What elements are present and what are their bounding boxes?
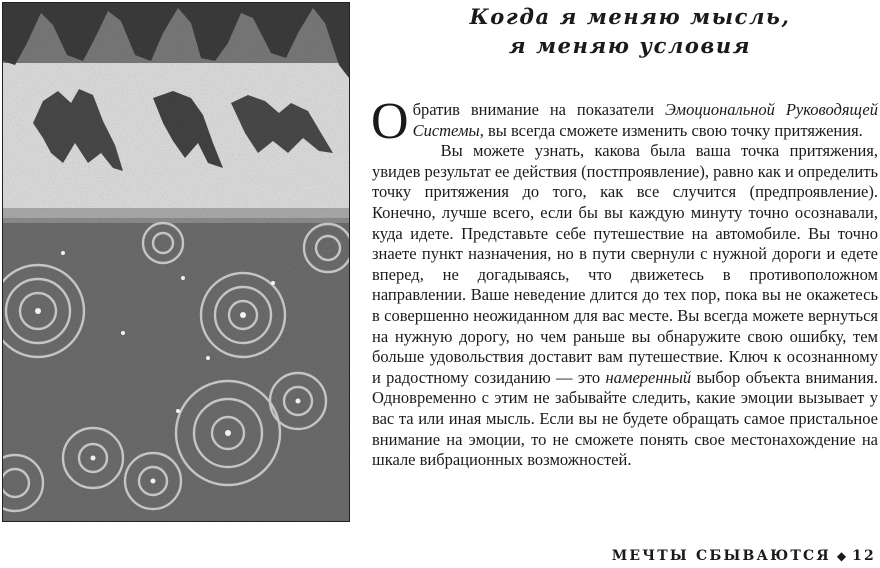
diamond-separator-icon: ◆ [836, 549, 847, 563]
chapter-title [380, 2, 880, 60]
paragraph-1-text-a: братив внимание на показатели [412, 100, 665, 119]
paragraph-1-emphasis: Эмоциональной Руководящей Системы [412, 100, 878, 140]
paragraph-2 [372, 141, 878, 471]
illustration [2, 2, 350, 522]
chapter-title-line-2: я меняю условия [508, 33, 752, 58]
paragraph-2-text-a: Вы можете узнать, какова была ваша точка притяжения, увидев результат ее действия (постпроявление), равно как и определить точку притяжения до того, как все случится (предпроявление). Конечно, лучше всего, если бы вы каждую минуту точно осознавали, куда идете. Представьте себе путешествие на автомобиле. Вы точно знаете пункт назначения, но в пути свернули с нужной дороги и едете вперед, не догадываясь, что движетесь в противоположном направлении. Ваше неведение длится до тех пор, пока вы не окажетесь в совершенно неожиданном для вас месте. Вы всегда можете вернуться на нужную дорогу, но чем раньше вы обнаружите свою ошибку, тем больше удовольствия доставит вам путешествие. Ключ к осознанному и радостному созиданию — это [372, 141, 878, 387]
body-text [371, 93, 879, 471]
paragraph-1-text-b: , вы всегда сможете изменить свою точку притяжения. [479, 120, 863, 140]
drop-cap: О [371, 93, 409, 150]
page-number: 12 [852, 548, 876, 564]
chapter-title-line-1: Когда я меняю мысль, [469, 4, 791, 29]
paragraph-1 [371, 93, 878, 150]
paragraph-2-emphasis: намеренный [605, 367, 692, 387]
running-footer [612, 548, 876, 564]
abstract-painting-illustration [3, 3, 349, 521]
book-title: МЕЧТЫ СБЫВАЮТСЯ [611, 548, 831, 564]
paragraph-2-text-b: выбор объекта внимания. Одновременно с этим не забывайте следить, какие эмоции вызывает у вас та или иная мысль. Если вы не будете обращать самое пристальное внимание на эмоции, то не сможете понять свое местонахождение на шкале вибрационных возможностей. [372, 367, 879, 470]
